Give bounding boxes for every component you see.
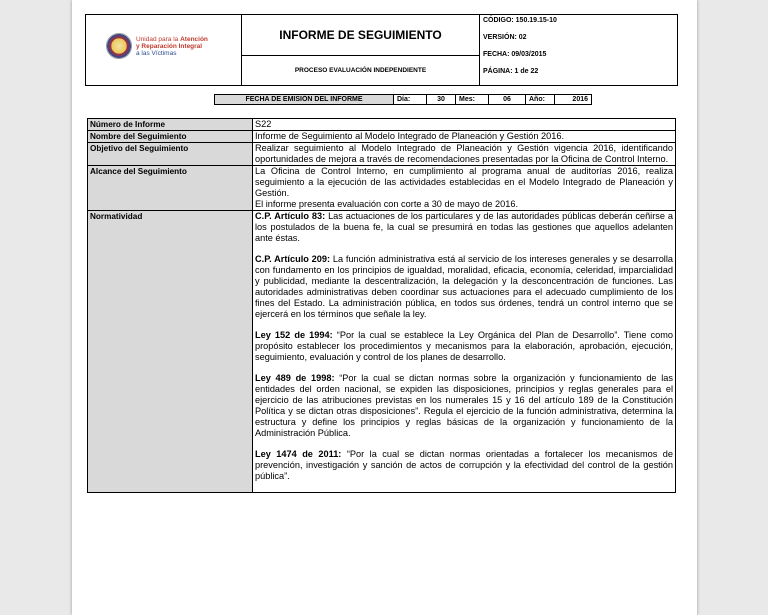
table-row (88, 166, 676, 211)
norm-paragraph: Ley 152 de 1994: “Por la cual se establece la Ley Orgánica del Plan de Desarrollo”. Tiene como propósito establecer los procedimientos y mecanismos para la elaboración, aprobación, ejecución, seguimiento, evaluación y control de los planes de desarrollo. (255, 330, 673, 362)
table-row (88, 143, 676, 166)
document-header (85, 14, 678, 86)
year-value: 2016 (554, 94, 592, 105)
logo-text: Unidad para la Atención y Reparación Integral a las Víctimas (136, 35, 208, 57)
pagina: PÁGINA: 1 de 22 (483, 68, 539, 75)
document-title: INFORME DE SEGUIMIENTO (242, 15, 479, 56)
table-row (88, 119, 676, 131)
version: VERSIÓN: 02 (483, 34, 527, 41)
logo-cell (86, 15, 242, 85)
unidad-victimas-logo (106, 33, 208, 59)
document-metadata (483, 15, 677, 85)
alcance-label: Alcance del Seguimiento (88, 166, 253, 211)
objetivo-value: Realizar seguimiento al Modelo Integrado de Planeación y Gestión vigencia 2016, identificando oportunidades de mejora a través de recomendaciones presentadas por la Oficina de Control Interno. (253, 143, 676, 166)
numero-value: S22 (253, 119, 676, 131)
coat-of-arms-icon (106, 33, 132, 59)
nombre-value: Informe de Seguimiento al Modelo Integrado de Planeación y Gestión 2016. (253, 131, 676, 143)
alcance-text-1: La Oficina de Control Interno, en cumplimiento al programa anual de auditorías 2016, realiza seguimiento a la ejecución de las actividades establecidas en el Modelo Integrado de Planeación y Gestión. (255, 166, 673, 198)
process-name: PROCESO EVALUACIÓN INDEPENDIENTE (294, 67, 427, 74)
alcance-text-2: El informe presenta evaluación con corte a 30 de mayo de 2016. (255, 199, 519, 209)
norm-paragraph: C.P. Artículo 83: Las actuaciones de los particulares y de las autoridades públicas deberán ceñirse a los postulados de la buena fe, la cual se presumirá en todas las gestiones que aquellos adelanten ante éstas. (255, 211, 673, 243)
norm-paragraph: Ley 489 de 1998: “Por la cual se dictan normas sobre la organización y funcionamiento de las entidades del orden nacional, se expiden las disposiciones, principios y reglas generales para el ejercicio de las atribuciones previstas en los numerales 15 y 16 del artículo 189 de la Constitución Política y se dictan otras disposiciones”. Regula el ejercicio de la función administrativa, determina la estructura y define los principios y reglas básicas de la organización y funcionamiento de la Administración Pública. (255, 373, 673, 438)
month-label: Mes: (455, 94, 489, 105)
numero-label: Número de Informe (88, 119, 253, 131)
norm-paragraph: Ley 1474 de 2011: “Por la cual se dictan normas orientadas a fortalecer los mecanismos de prevención, investigación y sanción de actos de corrupción y la efectividad del control de la gestión pública”. (255, 449, 673, 481)
normatividad-value (253, 211, 676, 493)
month-value: 06 (488, 94, 526, 105)
emission-label: FECHA DE EMISIÓN DEL INFORME (214, 94, 394, 105)
normatividad-label: Normatividad (88, 211, 253, 493)
emission-date-row (215, 94, 592, 105)
objetivo-label: Objetivo del Seguimiento (88, 143, 253, 166)
nombre-label: Nombre del Seguimiento (88, 131, 253, 143)
document-page (72, 0, 697, 615)
norm-paragraph: C.P. Artículo 209: La función administrativa está al servicio de los intereses generales y se desarrolla con fundamento en los principios de igualdad, moralidad, eficacia, economía, celeridad, imparcialidad y publicidad, mediante la descentralización, la delegación y la desconcentración de funciones. Las autoridades administrativas deben coordinar sus actuaciones para el adecuado cumplimiento de los fines del Estado. La administración pública, en todos sus órdenes, tendrá un control interno que se ejercerá en los términos que señale la ley. (255, 254, 673, 319)
title-cell (242, 15, 480, 85)
report-info-table (87, 118, 676, 493)
codigo: CÓDIGO: 150.19.15-10 (483, 17, 557, 24)
day-label: Día: (393, 94, 427, 105)
fecha: FECHA: 09/03/2015 (483, 51, 547, 58)
alcance-value (253, 166, 676, 211)
year-label: Año: (525, 94, 555, 105)
table-row (88, 131, 676, 143)
table-row (88, 211, 676, 493)
day-value: 30 (426, 94, 456, 105)
